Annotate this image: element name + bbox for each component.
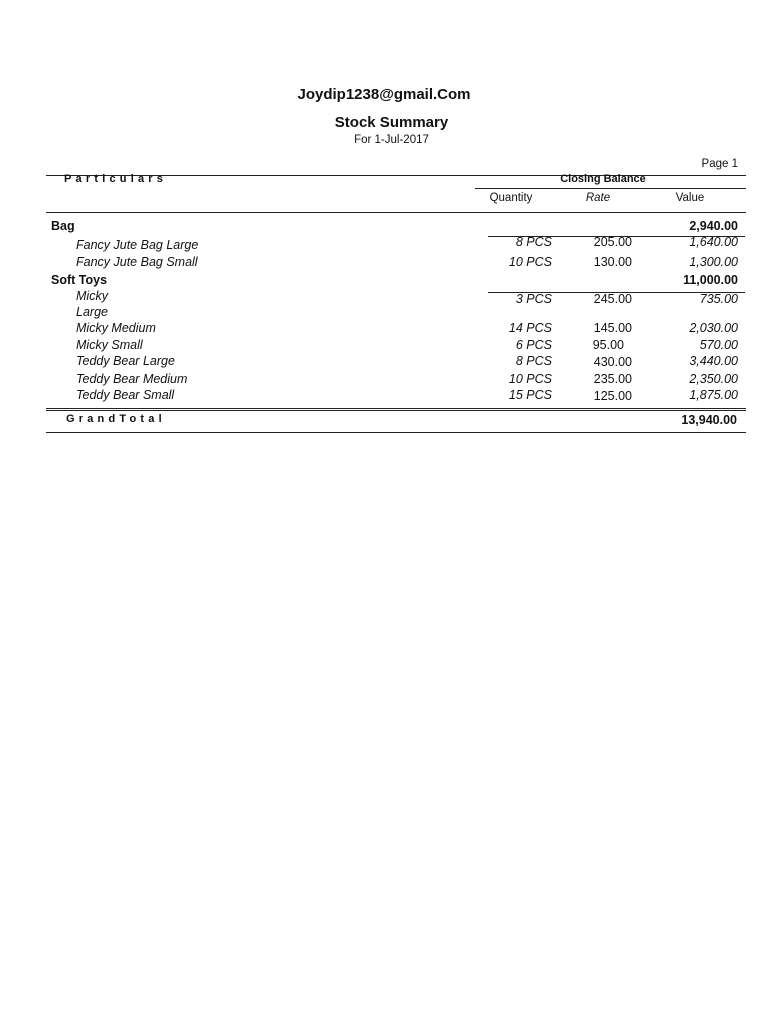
group-value: 11,000.00: [683, 273, 738, 287]
item-quantity: 6 PCS: [515, 338, 552, 352]
grand-total-label: GrandTotal: [66, 413, 166, 425]
item-quantity: 3 PCS: [515, 292, 552, 306]
item-quantity: 10 PCS: [508, 255, 552, 269]
table-row: [0, 289, 768, 306]
item-rate: 430.00: [593, 355, 632, 369]
item-quantity: 8 PCS: [515, 354, 552, 368]
item-name: Micky Small: [76, 338, 143, 352]
item-value: 2,350.00: [689, 372, 738, 386]
table-row: [0, 372, 768, 389]
column-header-closing-balance: Closing Balance: [560, 173, 646, 185]
item-rate: 235.00: [593, 372, 632, 386]
grand-total-top-rule: [46, 408, 746, 409]
item-rate: 205.00: [593, 235, 632, 249]
item-value: 3,440.00: [689, 354, 738, 368]
column-header-rate: Rate: [585, 192, 611, 204]
item-name: Teddy Bear Medium: [76, 372, 188, 386]
grand-total-value: 13,940.00: [681, 413, 737, 427]
column-header-value: Value: [675, 192, 705, 204]
group-name: Soft Toys: [51, 273, 108, 287]
item-value: 1,640.00: [689, 235, 738, 249]
item-name: Micky Medium: [76, 321, 156, 335]
item-quantity: 8 PCS: [515, 235, 552, 249]
item-quantity: 14 PCS: [508, 321, 552, 335]
grand-total-bottom-rule: [46, 432, 746, 433]
item-quantity: 10 PCS: [508, 372, 552, 386]
report-date: For 1-Jul-2017: [354, 134, 429, 146]
item-value: 1,875.00: [689, 388, 738, 402]
item-value: 570.00: [699, 338, 738, 352]
item-value: 2,030.00: [689, 321, 738, 335]
item-rate: 95.00: [592, 338, 624, 352]
item-name: Micky: [76, 289, 108, 303]
item-value: 1,300.00: [689, 255, 738, 269]
group-row-bag: [0, 219, 768, 236]
report-title: Stock Summary: [334, 114, 449, 131]
group-row-soft-toys: [0, 273, 768, 290]
item-name: Fancy Jute Bag Large: [76, 238, 199, 252]
table-row: [0, 354, 768, 371]
column-header-particulars: Particulars: [64, 173, 168, 185]
item-quantity: 15 PCS: [508, 388, 552, 402]
item-rate: 125.00: [593, 389, 632, 403]
company-name: Joydip1238@gmail.Com: [297, 86, 471, 103]
table-row: [0, 338, 768, 355]
item-name: Teddy Bear Large: [76, 354, 175, 368]
table-row: [0, 388, 768, 405]
item-value: 735.00: [699, 292, 738, 306]
header-bottom-rule: [46, 212, 746, 213]
page-number: Page 1: [701, 158, 738, 170]
grand-total-top-rule-2: [46, 410, 746, 411]
group-name: Bag: [51, 219, 75, 233]
column-header-quantity: Quantity: [489, 192, 533, 204]
item-name: Fancy Jute Bag Small: [76, 255, 198, 269]
closing-balance-rule: [475, 188, 746, 189]
item-name: Teddy Bear Small: [76, 388, 175, 402]
table-row: [0, 235, 768, 255]
group-value: 2,940.00: [689, 219, 738, 233]
item-rate: 130.00: [593, 255, 632, 269]
item-rate: 245.00: [593, 292, 632, 306]
table-row: [0, 255, 768, 272]
table-row: [0, 321, 768, 338]
item-rate: 145.00: [593, 321, 632, 335]
item-name-continued: Large: [76, 305, 108, 319]
